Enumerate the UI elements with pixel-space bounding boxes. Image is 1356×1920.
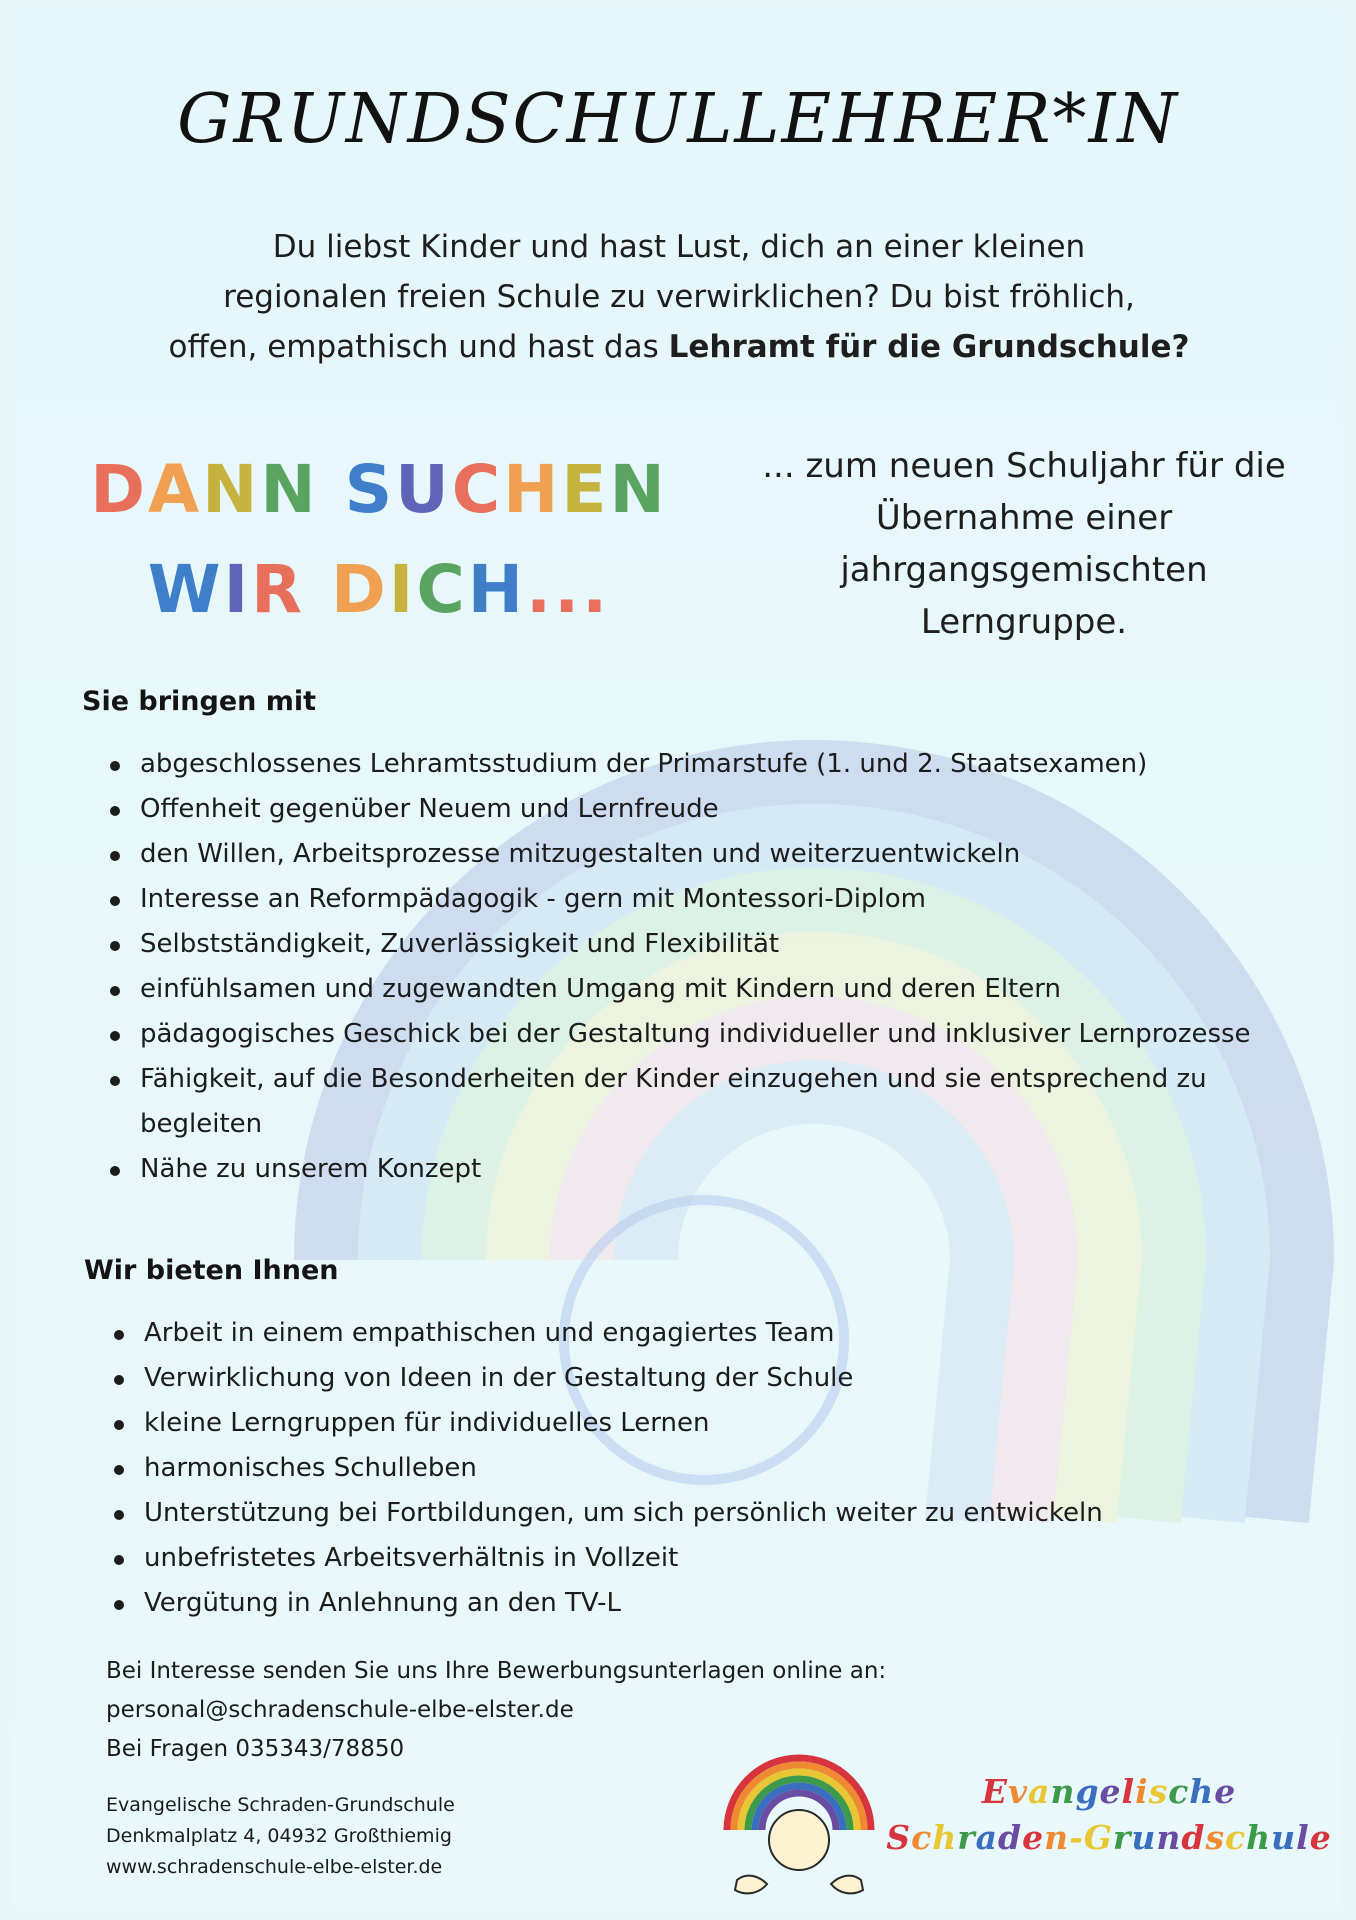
intro-line-1: Du liebst Kinder und hast Lust, dich an einer kleinen <box>272 229 1086 265</box>
list-item: Fähigkeit, auf die Besonderheiten der Kinder einzugehen und sie entsprechend zu begleiten <box>106 1057 1321 1147</box>
headline-1-letter: N <box>609 451 668 528</box>
offers-heading: Wir bieten Ihnen <box>84 1255 339 1286</box>
logo-text-evangelische: Evangelische <box>981 1772 1237 1811</box>
requirements-heading: Sie bringen mit <box>82 686 317 717</box>
position-description <box>714 440 1334 648</box>
list-item: Arbeit in einem empathischen und engagiertes Team <box>110 1311 1325 1356</box>
intro-line-2: regionalen freien Schule zu verwirklichen? Du bist fröhlich, <box>223 279 1135 315</box>
list-item: abgeschlossenes Lehramtsstudium der Primarstufe (1. und 2. Staatsexamen) <box>106 742 1321 787</box>
intro-highlight: Lehramt für die Grundschule? <box>668 329 1190 365</box>
intro-line-3 <box>84 322 1274 372</box>
list-item: Verwirklichung von Ideen in der Gestaltung der Schule <box>110 1356 1325 1401</box>
headline-2-letter: C <box>416 551 468 628</box>
intro-paragraph <box>84 222 1274 372</box>
school-name: Evangelische Schraden-Grundschule <box>106 1794 455 1816</box>
side-line-1: ... zum neuen Schuljahr für die <box>762 446 1286 486</box>
list-item: Offenheit gegenüber Neuem und Lernfreude <box>106 787 1321 832</box>
headline-2-letter <box>305 550 331 630</box>
school-address <box>106 1790 455 1883</box>
side-line-3: jahrgangsgemischten <box>840 550 1208 590</box>
headline-1-letter: E <box>561 451 610 528</box>
headline-2-letter: I <box>223 551 252 628</box>
list-item: Unterstützung bei Fortbildungen, um sich persönlich weiter zu entwickeln <box>110 1491 1325 1536</box>
side-line-4: Lerngruppe. <box>920 602 1128 642</box>
headline-2-letter: H <box>467 551 526 628</box>
list-item: unbefristetes Arbeitsverhältnis in Vollzeit <box>110 1536 1325 1581</box>
headline-1-letter: U <box>395 451 452 528</box>
headline-2-letter: I <box>388 551 417 628</box>
list-item: Vergütung in Anlehnung an den TV-L <box>110 1581 1325 1626</box>
headline-1-letter: N <box>260 451 319 528</box>
headline-2-letter: ... <box>526 551 611 628</box>
list-item: harmonisches Schulleben <box>110 1446 1325 1491</box>
headline-1-letter: N <box>202 451 261 528</box>
school-website: www.schradenschule-elbe-elster.de <box>106 1856 443 1878</box>
list-item: Nähe zu unserem Konzept <box>106 1147 1321 1192</box>
headline-dann-suchen <box>74 450 684 530</box>
contact-email: personal@schradenschule-elbe-elster.de <box>106 1697 574 1723</box>
headline-2-letter: R <box>251 551 305 628</box>
school-street: Denkmalplatz 4, 04932 Großthiemig <box>106 1825 452 1847</box>
list-item: Interesse an Reformpädagogik - gern mit Montessori-Diplom <box>106 877 1321 922</box>
contact-intro: Bei Interesse senden Sie uns Ihre Bewerbungsunterlagen online an: <box>106 1658 887 1684</box>
headline-1-letter: C <box>451 451 504 528</box>
headline-1-letter: S <box>344 451 396 528</box>
requirements-list <box>106 742 1321 1192</box>
headline-2-letter: W <box>147 551 224 628</box>
logo-text-schraden-grundschule: Schraden-Grundschule <box>886 1818 1332 1857</box>
flyer-page <box>14 10 1342 1910</box>
contact-phone: Bei Fragen 035343/78850 <box>106 1736 405 1762</box>
list-item: den Willen, Arbeitsprozesse mitzugestalten und weiterzuentwickeln <box>106 832 1321 877</box>
list-item: pädagogisches Geschick bei der Gestaltung individueller und inklusiver Lernprozesse <box>106 1012 1321 1057</box>
headline-1-letter: A <box>148 451 203 528</box>
list-item: Selbstständigkeit, Zuverlässigkeit und Flexibilität <box>106 922 1321 967</box>
list-item: einfühlsamen und zugewandten Umgang mit Kindern und deren Eltern <box>106 967 1321 1012</box>
page-title: GRUNDSCHULLEHRER*IN <box>177 80 1179 159</box>
headline-1-letter: D <box>90 451 149 528</box>
headline-2-letter: D <box>330 551 389 628</box>
headline-wir-dich <box>74 550 684 630</box>
headline-1-letter <box>319 450 345 530</box>
offers-list <box>110 1311 1325 1626</box>
headline-1-letter: H <box>503 451 562 528</box>
side-line-2: Übernahme einer <box>875 498 1173 538</box>
school-logo-icon <box>719 1730 879 1908</box>
list-item: kleine Lerngruppen für individuelles Lernen <box>110 1401 1325 1446</box>
intro-line-3-text: offen, empathisch und hast das <box>168 329 669 365</box>
